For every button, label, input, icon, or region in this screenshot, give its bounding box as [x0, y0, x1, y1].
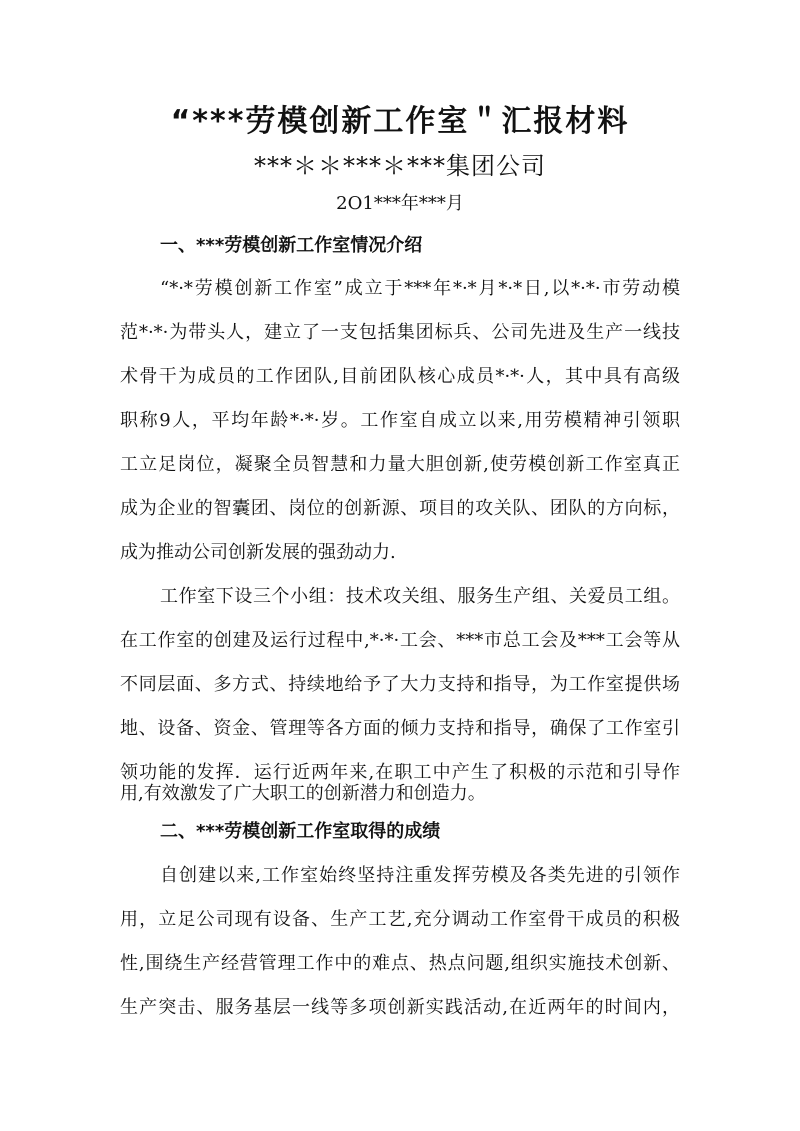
text-line: “*·*劳模创新工作室”成立于***年*·*月*·*日,以*·*·市劳动模 — [160, 278, 680, 299]
text-line: 工作室下设三个小组：技术攻关组、服务生产组、关爱员工组。 — [160, 586, 680, 607]
document-title: “***劳模创新工作室＂汇报材料 — [170, 104, 630, 139]
text-line: 地、设备、资金、管理等各方面的倾力支持和指导，确保了工作室引 — [120, 718, 680, 739]
text-line: 不同层面、多方式、持续地给予了大力支持和指导，为工作室提供场 — [120, 674, 680, 695]
text-line: 职称9人，平均年龄*·*·岁。工作室自成立以来,用劳模精神引领职 — [120, 410, 680, 431]
text-line: 自创建以来,工作室始终坚持注重发挥劳模及各类先进的引领作 — [160, 865, 680, 886]
text-line: 成为推动公司创新发展的强劲动力. — [120, 542, 396, 563]
section-heading-2: 二、***劳模创新工作室取得的成绩 — [160, 821, 441, 842]
text-line: 领功能的发挥．运行近两年来,在职工中产生了积极的示范和引导作 — [120, 762, 680, 783]
text-line: 用，立足公司现有设备、生产工艺,充分调动工作室骨干成员的积极 — [120, 909, 680, 930]
text-line: 用,有效激发了广大职工的创新潜力和创造力。 — [120, 783, 486, 804]
text-line: 范*·*·为带头人，建立了一支包括集团标兵、公司先进及生产一线技 — [120, 322, 680, 343]
company-name: ***＊＊***＊***集团公司 — [254, 152, 546, 180]
text-line: 性,围绕生产经营管理工作中的难点、热点问题,组织实施技术创新、 — [120, 953, 680, 974]
text-line: 生产突击、服务基层一线等多项创新实践活动,在近两年的时间内， — [120, 997, 680, 1018]
document-date: 2O1***年***月 — [336, 193, 464, 214]
section-heading-1: 一、***劳模创新工作室情况介绍 — [160, 235, 423, 256]
text-line: 在工作室的创建及运行过程中,*·*·工会、***市总工会及***工会等从 — [120, 630, 680, 651]
text-line: 术骨干为成员的工作团队,目前团队核心成员*·*·人，其中具有高级 — [120, 366, 680, 387]
text-line: 工立足岗位，凝聚全员智慧和力量大胆创新,使劳模创新工作室真正 — [120, 454, 680, 475]
text-line: 成为企业的智囊团、岗位的创新源、项目的攻关队、团队的方向标， — [120, 498, 680, 519]
